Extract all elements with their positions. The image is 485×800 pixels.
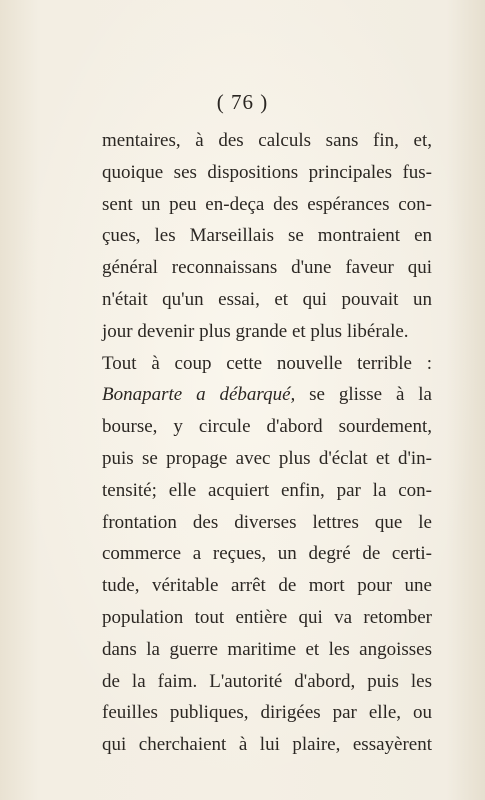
text-line-17: dans la guerre maritime et les angoisses — [102, 638, 432, 660]
text-line-7: jour devenir plus grande et plus libérale. — [102, 320, 409, 342]
text-line-11: puis se propage avec plus d'éclat et d'in- — [102, 447, 432, 469]
text-line-2: quoique ses dispositions principales fus- — [102, 161, 432, 183]
text-line-10: bourse, y circule d'abord sourdement, — [102, 416, 432, 438]
text-line-19: feuilles publiques, dirigées par elle, ou — [102, 702, 432, 724]
text-line-14: commerce a reçues, un degré de certi- — [102, 543, 432, 565]
text-line-4: çues, les Marseillais se montraient en — [102, 225, 432, 247]
text-line-9 — [102, 379, 432, 411]
text-line-18: de la faim. L'autorité d'abord, puis les — [102, 670, 432, 692]
text-line-20: qui cherchaient à lui plaire, essayèrent — [102, 734, 432, 756]
text-line-8: Tout à coup cette nouvelle terrible : — [102, 352, 432, 374]
text-line-16: population tout entière qui va retomber — [102, 606, 432, 628]
body-text — [102, 125, 432, 761]
text-line-15: tude, véritable arrêt de mort pour une — [102, 575, 432, 597]
text-line-9-rest: se glisse à la — [309, 384, 432, 406]
text-line-1: mentaires, à des calculs sans fin, et, — [102, 130, 432, 151]
text-line-12: tensité; elle acquiert enfin, par la con- — [102, 479, 432, 501]
page-number: ( 76 ) — [216, 90, 269, 114]
text-line-5: général reconnaissans d'une faveur qui — [102, 257, 432, 279]
text-line-13: frontation des diverses lettres que le — [102, 511, 432, 533]
italic-phrase: Bonaparte a débarqué, — [102, 384, 296, 406]
text-line-3: sent un peu en-deça des espérances con- — [102, 193, 432, 215]
text-line-6: n'était qu'un essai, et qui pouvait un — [102, 288, 432, 310]
